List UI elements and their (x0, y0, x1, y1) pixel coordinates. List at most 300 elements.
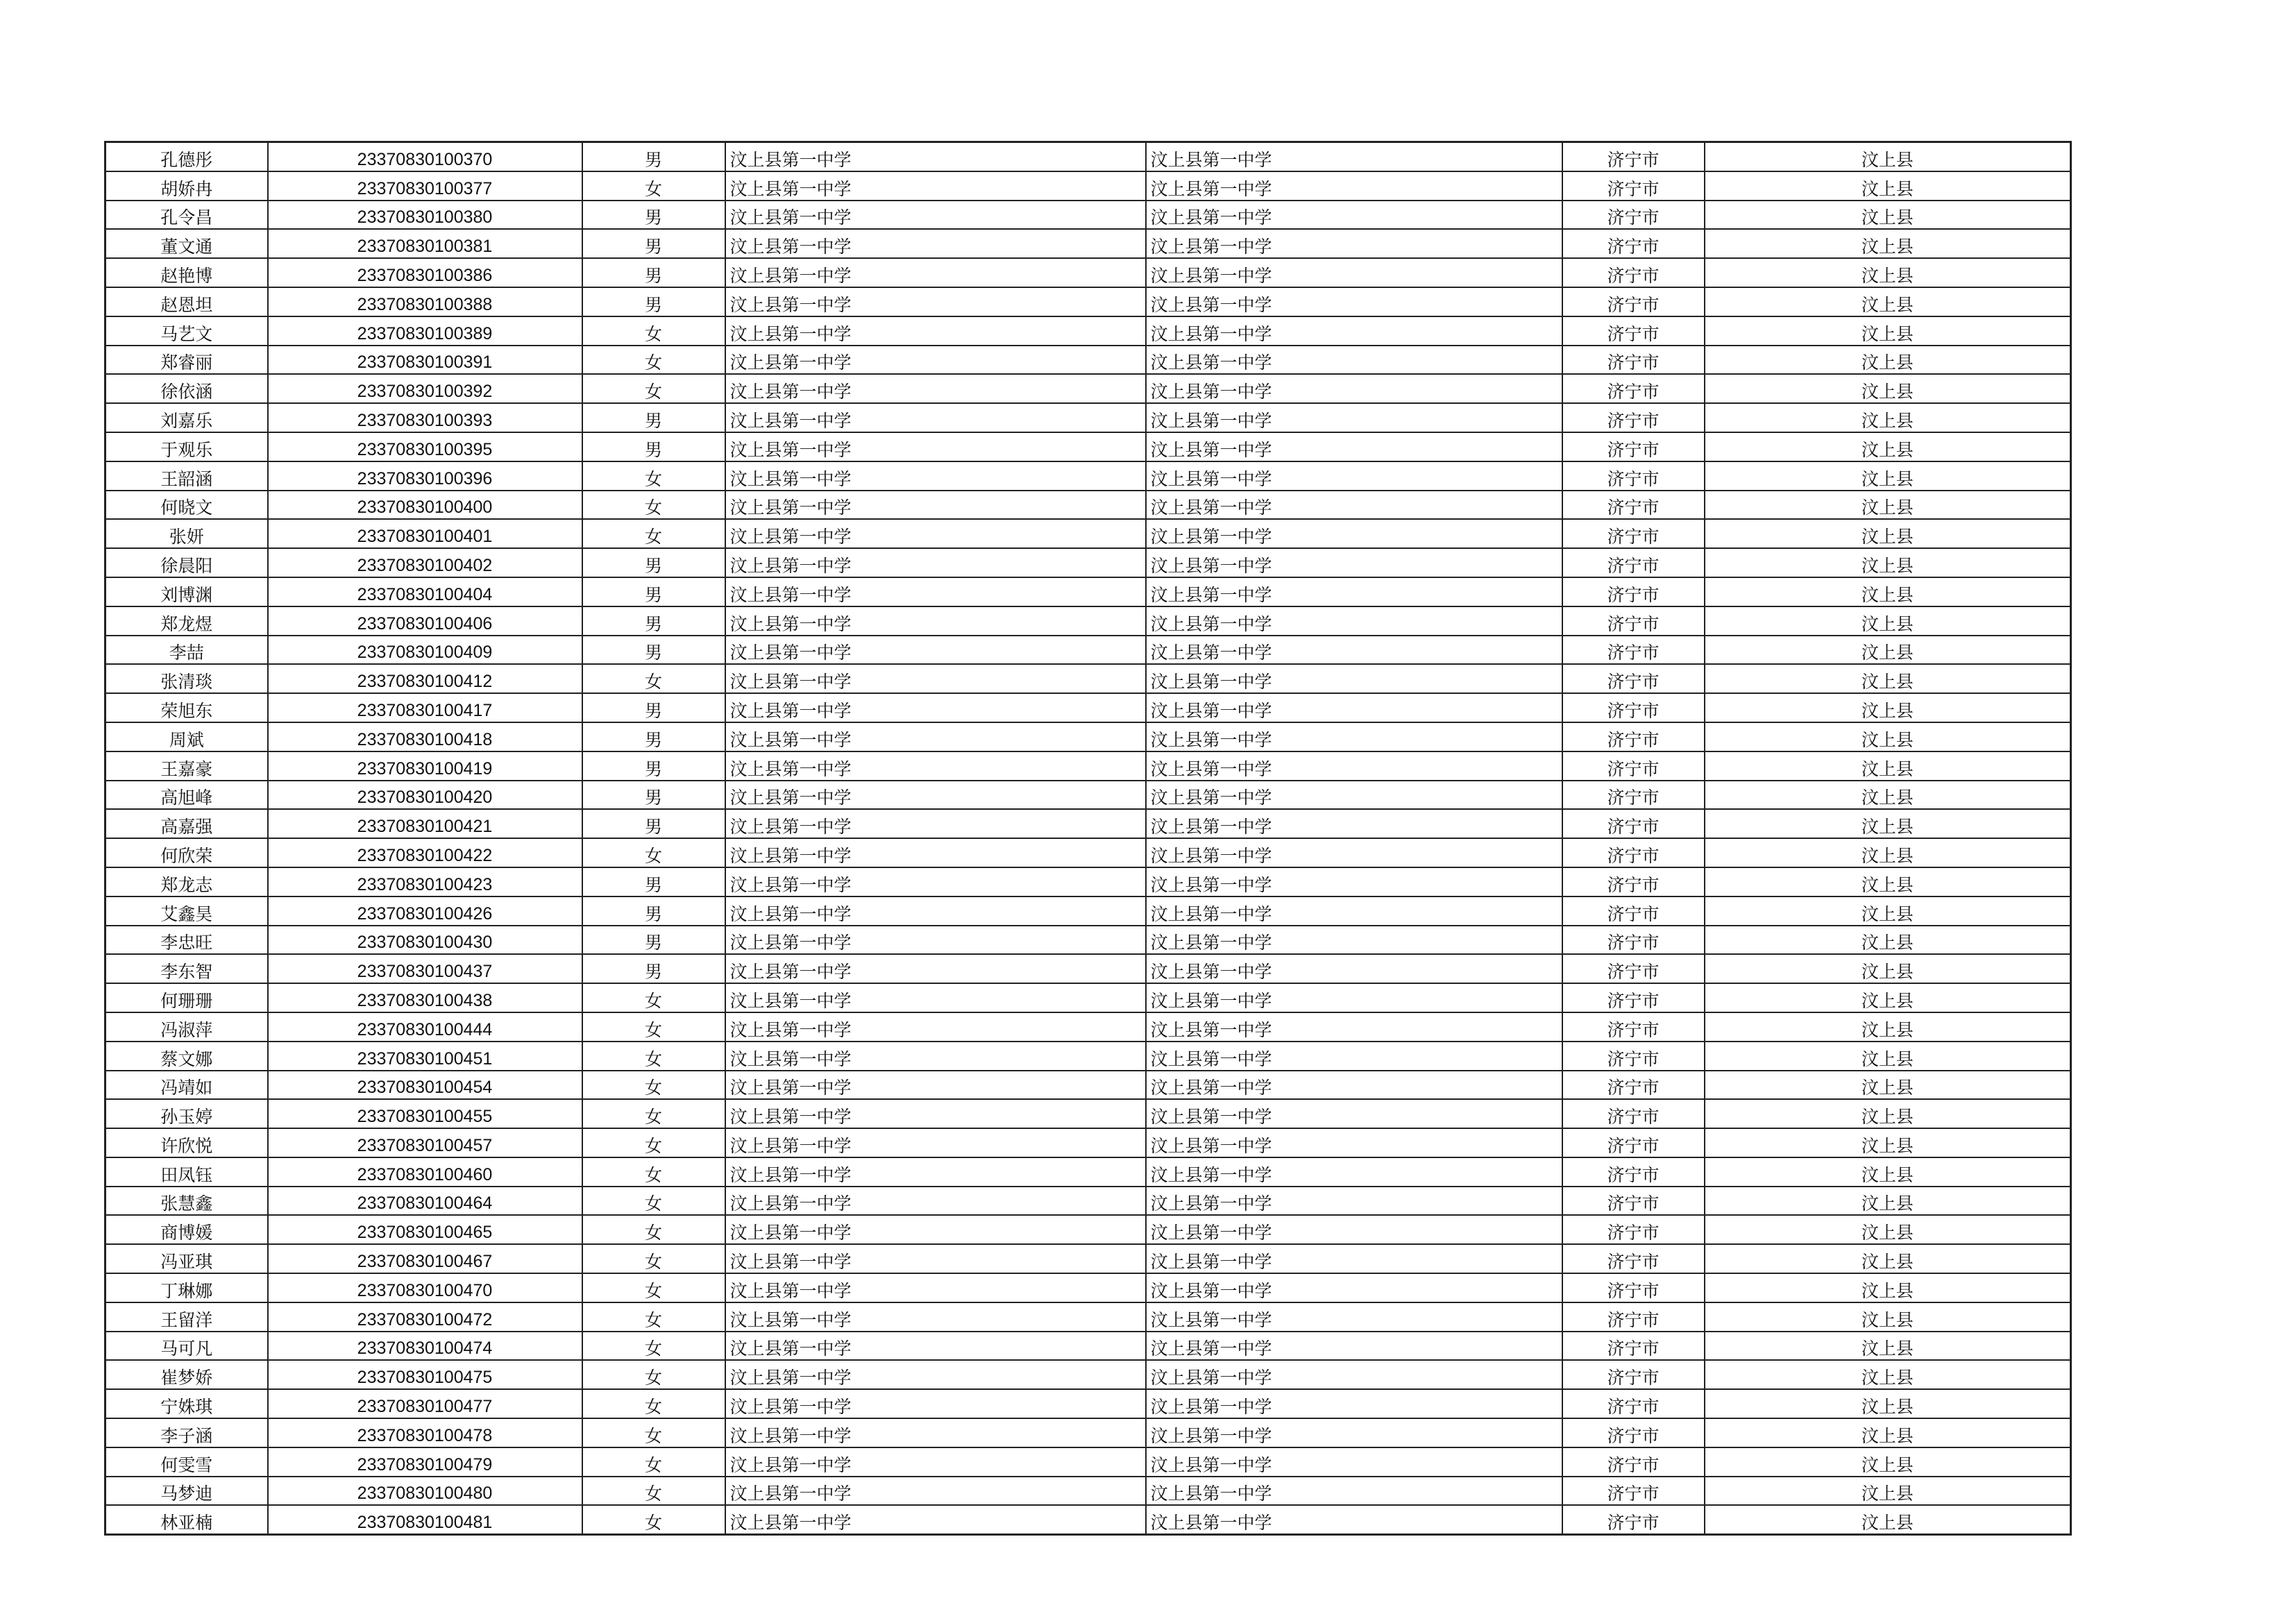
registered-school-cell: 汶上县第一中学 (1146, 1302, 1562, 1332)
school-cell: 汶上县第一中学 (725, 287, 1146, 316)
registered-school-cell: 汶上县第一中学 (1146, 693, 1562, 722)
table-row (105, 1012, 2071, 1042)
school-cell: 汶上县第一中学 (725, 1360, 1146, 1389)
county-cell: 汶上县 (1705, 491, 2071, 520)
table-row (105, 229, 2071, 258)
registered-school-cell: 汶上县第一中学 (1146, 867, 1562, 897)
table-row (105, 1360, 2071, 1389)
registered-school-cell: 汶上县第一中学 (1146, 403, 1562, 432)
registered-school-cell: 汶上县第一中学 (1146, 258, 1562, 287)
exam-number-cell: 23370830100409 (268, 636, 582, 665)
county-cell: 汶上县 (1705, 1244, 2071, 1273)
county-cell: 汶上县 (1705, 1128, 2071, 1157)
exam-number-cell: 23370830100474 (268, 1332, 582, 1361)
student-name-cell: 张清琰 (105, 664, 268, 693)
school-cell: 汶上县第一中学 (725, 693, 1146, 722)
student-name-cell: 徐依涵 (105, 374, 268, 403)
city-cell: 济宁市 (1562, 461, 1705, 491)
student-name-cell: 马艺文 (105, 316, 268, 346)
registered-school-cell: 汶上县第一中学 (1146, 809, 1562, 838)
exam-number-cell: 23370830100388 (268, 287, 582, 316)
table-body (105, 142, 2071, 1535)
gender-cell: 女 (582, 1447, 725, 1477)
city-cell: 济宁市 (1562, 1360, 1705, 1389)
student-name-cell: 冯淑萍 (105, 1012, 268, 1042)
county-cell: 汶上县 (1705, 926, 2071, 955)
school-cell: 汶上县第一中学 (725, 142, 1146, 171)
student-name-cell: 冯靖如 (105, 1071, 268, 1100)
school-cell: 汶上县第一中学 (725, 461, 1146, 491)
county-cell: 汶上县 (1705, 374, 2071, 403)
gender-cell: 女 (582, 1215, 725, 1244)
exam-number-cell: 23370830100444 (268, 1012, 582, 1042)
school-cell: 汶上县第一中学 (725, 1477, 1146, 1506)
school-cell: 汶上县第一中学 (725, 1447, 1146, 1477)
exam-number-cell: 23370830100451 (268, 1042, 582, 1071)
exam-number-cell: 23370830100481 (268, 1505, 582, 1534)
student-name-cell: 艾鑫昊 (105, 897, 268, 926)
gender-cell: 男 (582, 606, 725, 636)
student-name-cell: 赵恩坦 (105, 287, 268, 316)
county-cell: 汶上县 (1705, 751, 2071, 781)
city-cell: 济宁市 (1562, 229, 1705, 258)
school-cell: 汶上县第一中学 (725, 258, 1146, 287)
registered-school-cell: 汶上县第一中学 (1146, 432, 1562, 461)
city-cell: 济宁市 (1562, 1099, 1705, 1128)
exam-number-cell: 23370830100420 (268, 781, 582, 810)
exam-number-cell: 23370830100419 (268, 751, 582, 781)
city-cell: 济宁市 (1562, 664, 1705, 693)
exam-number-cell: 23370830100393 (268, 403, 582, 432)
city-cell: 济宁市 (1562, 1273, 1705, 1302)
county-cell: 汶上县 (1705, 287, 2071, 316)
city-cell: 济宁市 (1562, 809, 1705, 838)
school-cell: 汶上县第一中学 (725, 926, 1146, 955)
exam-number-cell: 23370830100475 (268, 1360, 582, 1389)
exam-number-cell: 23370830100423 (268, 867, 582, 897)
student-name-cell: 李子涵 (105, 1418, 268, 1447)
gender-cell: 男 (582, 926, 725, 955)
county-cell: 汶上县 (1705, 258, 2071, 287)
student-name-cell: 林亚楠 (105, 1505, 268, 1534)
registered-school-cell: 汶上县第一中学 (1146, 722, 1562, 751)
student-name-cell: 何晓文 (105, 491, 268, 520)
student-name-cell: 荣旭东 (105, 693, 268, 722)
registered-school-cell: 汶上县第一中学 (1146, 1071, 1562, 1100)
registered-school-cell: 汶上县第一中学 (1146, 374, 1562, 403)
table-row (105, 1477, 2071, 1506)
city-cell: 济宁市 (1562, 1332, 1705, 1361)
county-cell: 汶上县 (1705, 664, 2071, 693)
school-cell: 汶上县第一中学 (725, 1012, 1146, 1042)
registered-school-cell: 汶上县第一中学 (1146, 491, 1562, 520)
gender-cell: 男 (582, 432, 725, 461)
registered-school-cell: 汶上县第一中学 (1146, 751, 1562, 781)
county-cell: 汶上县 (1705, 1302, 2071, 1332)
school-cell: 汶上县第一中学 (725, 316, 1146, 346)
student-name-cell: 冯亚琪 (105, 1244, 268, 1273)
city-cell: 济宁市 (1562, 1418, 1705, 1447)
city-cell: 济宁市 (1562, 781, 1705, 810)
city-cell: 济宁市 (1562, 1012, 1705, 1042)
table-row (105, 287, 2071, 316)
exam-number-cell: 23370830100395 (268, 432, 582, 461)
exam-number-cell: 23370830100412 (268, 664, 582, 693)
table-row (105, 1042, 2071, 1071)
table-row (105, 606, 2071, 636)
city-cell: 济宁市 (1562, 201, 1705, 230)
registered-school-cell: 汶上县第一中学 (1146, 838, 1562, 867)
gender-cell: 女 (582, 1128, 725, 1157)
city-cell: 济宁市 (1562, 1187, 1705, 1216)
school-cell: 汶上县第一中学 (725, 432, 1146, 461)
exam-number-cell: 23370830100460 (268, 1157, 582, 1187)
school-cell: 汶上县第一中学 (725, 636, 1146, 665)
city-cell: 济宁市 (1562, 491, 1705, 520)
city-cell: 济宁市 (1562, 432, 1705, 461)
gender-cell: 女 (582, 664, 725, 693)
registered-school-cell: 汶上县第一中学 (1146, 1244, 1562, 1273)
registered-school-cell: 汶上县第一中学 (1146, 142, 1562, 171)
gender-cell: 男 (582, 258, 725, 287)
registered-school-cell: 汶上县第一中学 (1146, 229, 1562, 258)
county-cell: 汶上县 (1705, 403, 2071, 432)
exam-number-cell: 23370830100391 (268, 346, 582, 375)
student-name-cell: 李忠旺 (105, 926, 268, 955)
student-name-cell: 张妍 (105, 519, 268, 548)
registered-school-cell: 汶上县第一中学 (1146, 577, 1562, 606)
table-row (105, 781, 2071, 810)
exam-number-cell: 23370830100457 (268, 1128, 582, 1157)
city-cell: 济宁市 (1562, 403, 1705, 432)
exam-number-cell: 23370830100396 (268, 461, 582, 491)
table-row (105, 867, 2071, 897)
gender-cell: 女 (582, 1157, 725, 1187)
school-cell: 汶上县第一中学 (725, 548, 1146, 577)
county-cell: 汶上县 (1705, 1012, 2071, 1042)
school-cell: 汶上县第一中学 (725, 201, 1146, 230)
exam-number-cell: 23370830100402 (268, 548, 582, 577)
gender-cell: 男 (582, 548, 725, 577)
exam-number-cell: 23370830100417 (268, 693, 582, 722)
table-row (105, 1447, 2071, 1477)
exam-number-cell: 23370830100421 (268, 809, 582, 838)
registered-school-cell: 汶上县第一中学 (1146, 346, 1562, 375)
city-cell: 济宁市 (1562, 1071, 1705, 1100)
county-cell: 汶上县 (1705, 142, 2071, 171)
registered-school-cell: 汶上县第一中学 (1146, 781, 1562, 810)
county-cell: 汶上县 (1705, 809, 2071, 838)
table-row (105, 577, 2071, 606)
table-row (105, 519, 2071, 548)
school-cell: 汶上县第一中学 (725, 751, 1146, 781)
gender-cell: 女 (582, 1418, 725, 1447)
registered-school-cell: 汶上县第一中学 (1146, 1099, 1562, 1128)
exam-number-cell: 23370830100400 (268, 491, 582, 520)
student-name-cell: 高嘉强 (105, 809, 268, 838)
student-name-cell: 田凤钰 (105, 1157, 268, 1187)
gender-cell: 男 (582, 577, 725, 606)
gender-cell: 女 (582, 171, 725, 201)
county-cell: 汶上县 (1705, 1389, 2071, 1418)
city-cell: 济宁市 (1562, 519, 1705, 548)
school-cell: 汶上县第一中学 (725, 1418, 1146, 1447)
county-cell: 汶上县 (1705, 983, 2071, 1012)
registered-school-cell: 汶上县第一中学 (1146, 316, 1562, 346)
school-cell: 汶上县第一中学 (725, 954, 1146, 983)
table-row (105, 1128, 2071, 1157)
student-roster-table (104, 141, 2072, 1536)
student-name-cell: 马梦迪 (105, 1477, 268, 1506)
exam-number-cell: 23370830100430 (268, 926, 582, 955)
gender-cell: 女 (582, 1099, 725, 1128)
table-row (105, 1273, 2071, 1302)
table-row (105, 722, 2071, 751)
table-row (105, 1071, 2071, 1100)
exam-number-cell: 23370830100477 (268, 1389, 582, 1418)
exam-number-cell: 23370830100470 (268, 1273, 582, 1302)
school-cell: 汶上县第一中学 (725, 491, 1146, 520)
student-name-cell: 李东智 (105, 954, 268, 983)
county-cell: 汶上县 (1705, 1042, 2071, 1071)
exam-number-cell: 23370830100465 (268, 1215, 582, 1244)
gender-cell: 男 (582, 403, 725, 432)
city-cell: 济宁市 (1562, 1477, 1705, 1506)
school-cell: 汶上县第一中学 (725, 867, 1146, 897)
gender-cell: 女 (582, 1505, 725, 1534)
city-cell: 济宁市 (1562, 722, 1705, 751)
table-row (105, 258, 2071, 287)
student-name-cell: 孔令昌 (105, 201, 268, 230)
registered-school-cell: 汶上县第一中学 (1146, 1128, 1562, 1157)
student-name-cell: 郑睿丽 (105, 346, 268, 375)
school-cell: 汶上县第一中学 (725, 897, 1146, 926)
gender-cell: 女 (582, 1042, 725, 1071)
city-cell: 济宁市 (1562, 374, 1705, 403)
table-row (105, 954, 2071, 983)
city-cell: 济宁市 (1562, 897, 1705, 926)
school-cell: 汶上县第一中学 (725, 1389, 1146, 1418)
county-cell: 汶上县 (1705, 1332, 2071, 1361)
gender-cell: 女 (582, 1012, 725, 1042)
student-name-cell: 商博媛 (105, 1215, 268, 1244)
county-cell: 汶上县 (1705, 867, 2071, 897)
student-name-cell: 孙玉婷 (105, 1099, 268, 1128)
student-name-cell: 李喆 (105, 636, 268, 665)
gender-cell: 女 (582, 374, 725, 403)
registered-school-cell: 汶上县第一中学 (1146, 954, 1562, 983)
exam-number-cell: 23370830100370 (268, 142, 582, 171)
gender-cell: 女 (582, 1273, 725, 1302)
table-row (105, 432, 2071, 461)
exam-number-cell: 23370830100389 (268, 316, 582, 346)
gender-cell: 女 (582, 1477, 725, 1506)
county-cell: 汶上县 (1705, 722, 2071, 751)
school-cell: 汶上县第一中学 (725, 1157, 1146, 1187)
county-cell: 汶上县 (1705, 606, 2071, 636)
exam-number-cell: 23370830100479 (268, 1447, 582, 1477)
gender-cell: 男 (582, 142, 725, 171)
table-row (105, 142, 2071, 171)
table-row (105, 1389, 2071, 1418)
school-cell: 汶上县第一中学 (725, 606, 1146, 636)
exam-number-cell: 23370830100478 (268, 1418, 582, 1447)
gender-cell: 女 (582, 1360, 725, 1389)
student-name-cell: 王嘉豪 (105, 751, 268, 781)
exam-number-cell: 23370830100454 (268, 1071, 582, 1100)
gender-cell: 女 (582, 1332, 725, 1361)
exam-number-cell: 23370830100380 (268, 201, 582, 230)
registered-school-cell: 汶上县第一中学 (1146, 983, 1562, 1012)
county-cell: 汶上县 (1705, 1215, 2071, 1244)
county-cell: 汶上县 (1705, 577, 2071, 606)
registered-school-cell: 汶上县第一中学 (1146, 1477, 1562, 1506)
registered-school-cell: 汶上县第一中学 (1146, 1042, 1562, 1071)
registered-school-cell: 汶上县第一中学 (1146, 1418, 1562, 1447)
gender-cell: 男 (582, 809, 725, 838)
exam-number-cell: 23370830100480 (268, 1477, 582, 1506)
school-cell: 汶上县第一中学 (725, 1187, 1146, 1216)
school-cell: 汶上县第一中学 (725, 374, 1146, 403)
city-cell: 济宁市 (1562, 983, 1705, 1012)
table-row (105, 751, 2071, 781)
city-cell: 济宁市 (1562, 751, 1705, 781)
county-cell: 汶上县 (1705, 1099, 2071, 1128)
exam-number-cell: 23370830100464 (268, 1187, 582, 1216)
city-cell: 济宁市 (1562, 1389, 1705, 1418)
exam-number-cell: 23370830100404 (268, 577, 582, 606)
registered-school-cell: 汶上县第一中学 (1146, 287, 1562, 316)
county-cell: 汶上县 (1705, 1071, 2071, 1100)
city-cell: 济宁市 (1562, 606, 1705, 636)
table-row (105, 1099, 2071, 1128)
student-name-cell: 郑龙煜 (105, 606, 268, 636)
registered-school-cell: 汶上县第一中学 (1146, 1505, 1562, 1534)
county-cell: 汶上县 (1705, 201, 2071, 230)
county-cell: 汶上县 (1705, 1418, 2071, 1447)
city-cell: 济宁市 (1562, 1302, 1705, 1332)
student-name-cell: 丁琳娜 (105, 1273, 268, 1302)
registered-school-cell: 汶上县第一中学 (1146, 1187, 1562, 1216)
gender-cell: 女 (582, 1071, 725, 1100)
student-name-cell: 何珊珊 (105, 983, 268, 1012)
county-cell: 汶上县 (1705, 693, 2071, 722)
table-row (105, 838, 2071, 867)
school-cell: 汶上县第一中学 (725, 1332, 1146, 1361)
exam-number-cell: 23370830100455 (268, 1099, 582, 1128)
gender-cell: 男 (582, 693, 725, 722)
school-cell: 汶上县第一中学 (725, 1505, 1146, 1534)
gender-cell: 女 (582, 983, 725, 1012)
table-row (105, 346, 2071, 375)
county-cell: 汶上县 (1705, 897, 2071, 926)
city-cell: 济宁市 (1562, 316, 1705, 346)
city-cell: 济宁市 (1562, 1042, 1705, 1071)
exam-number-cell: 23370830100467 (268, 1244, 582, 1273)
student-name-cell: 宁姝琪 (105, 1389, 268, 1418)
table-row (105, 1505, 2071, 1534)
gender-cell: 男 (582, 781, 725, 810)
registered-school-cell: 汶上县第一中学 (1146, 664, 1562, 693)
county-cell: 汶上县 (1705, 1360, 2071, 1389)
city-cell: 济宁市 (1562, 926, 1705, 955)
table-row (105, 1187, 2071, 1216)
school-cell: 汶上县第一中学 (725, 1128, 1146, 1157)
exam-number-cell: 23370830100406 (268, 606, 582, 636)
county-cell: 汶上县 (1705, 1505, 2071, 1534)
city-cell: 济宁市 (1562, 346, 1705, 375)
table-row (105, 461, 2071, 491)
county-cell: 汶上县 (1705, 838, 2071, 867)
school-cell: 汶上县第一中学 (725, 1042, 1146, 1071)
city-cell: 济宁市 (1562, 1215, 1705, 1244)
county-cell: 汶上县 (1705, 1273, 2071, 1302)
table-row (105, 1215, 2071, 1244)
student-name-cell: 刘博渊 (105, 577, 268, 606)
gender-cell: 男 (582, 954, 725, 983)
county-cell: 汶上县 (1705, 316, 2071, 346)
student-name-cell: 董文通 (105, 229, 268, 258)
school-cell: 汶上县第一中学 (725, 838, 1146, 867)
city-cell: 济宁市 (1562, 1505, 1705, 1534)
table-row (105, 1302, 2071, 1332)
exam-number-cell: 23370830100381 (268, 229, 582, 258)
county-cell: 汶上县 (1705, 1477, 2071, 1506)
table-row (105, 1332, 2071, 1361)
registered-school-cell: 汶上县第一中学 (1146, 606, 1562, 636)
city-cell: 济宁市 (1562, 838, 1705, 867)
county-cell: 汶上县 (1705, 954, 2071, 983)
gender-cell: 女 (582, 1389, 725, 1418)
exam-number-cell: 23370830100401 (268, 519, 582, 548)
city-cell: 济宁市 (1562, 258, 1705, 287)
registered-school-cell: 汶上县第一中学 (1146, 1273, 1562, 1302)
school-cell: 汶上县第一中学 (725, 781, 1146, 810)
student-name-cell: 孔德彤 (105, 142, 268, 171)
gender-cell: 女 (582, 838, 725, 867)
student-name-cell: 高旭峰 (105, 781, 268, 810)
table-row (105, 548, 2071, 577)
city-cell: 济宁市 (1562, 577, 1705, 606)
exam-number-cell: 23370830100438 (268, 983, 582, 1012)
table-row (105, 1418, 2071, 1447)
gender-cell: 女 (582, 1244, 725, 1273)
registered-school-cell: 汶上县第一中学 (1146, 1157, 1562, 1187)
student-name-cell: 王留洋 (105, 1302, 268, 1332)
county-cell: 汶上县 (1705, 1157, 2071, 1187)
city-cell: 济宁市 (1562, 1447, 1705, 1477)
table-row (105, 403, 2071, 432)
table-row (105, 1157, 2071, 1187)
table-row (105, 374, 2071, 403)
exam-number-cell: 23370830100472 (268, 1302, 582, 1332)
exam-number-cell: 23370830100418 (268, 722, 582, 751)
student-name-cell: 于观乐 (105, 432, 268, 461)
gender-cell: 男 (582, 897, 725, 926)
city-cell: 济宁市 (1562, 1128, 1705, 1157)
county-cell: 汶上县 (1705, 229, 2071, 258)
table-row (105, 201, 2071, 230)
student-name-cell: 许欣悦 (105, 1128, 268, 1157)
gender-cell: 女 (582, 1302, 725, 1332)
exam-number-cell: 23370830100377 (268, 171, 582, 201)
table-row (105, 171, 2071, 201)
school-cell: 汶上县第一中学 (725, 403, 1146, 432)
gender-cell: 女 (582, 316, 725, 346)
table-row (105, 926, 2071, 955)
city-cell: 济宁市 (1562, 636, 1705, 665)
exam-number-cell: 23370830100437 (268, 954, 582, 983)
